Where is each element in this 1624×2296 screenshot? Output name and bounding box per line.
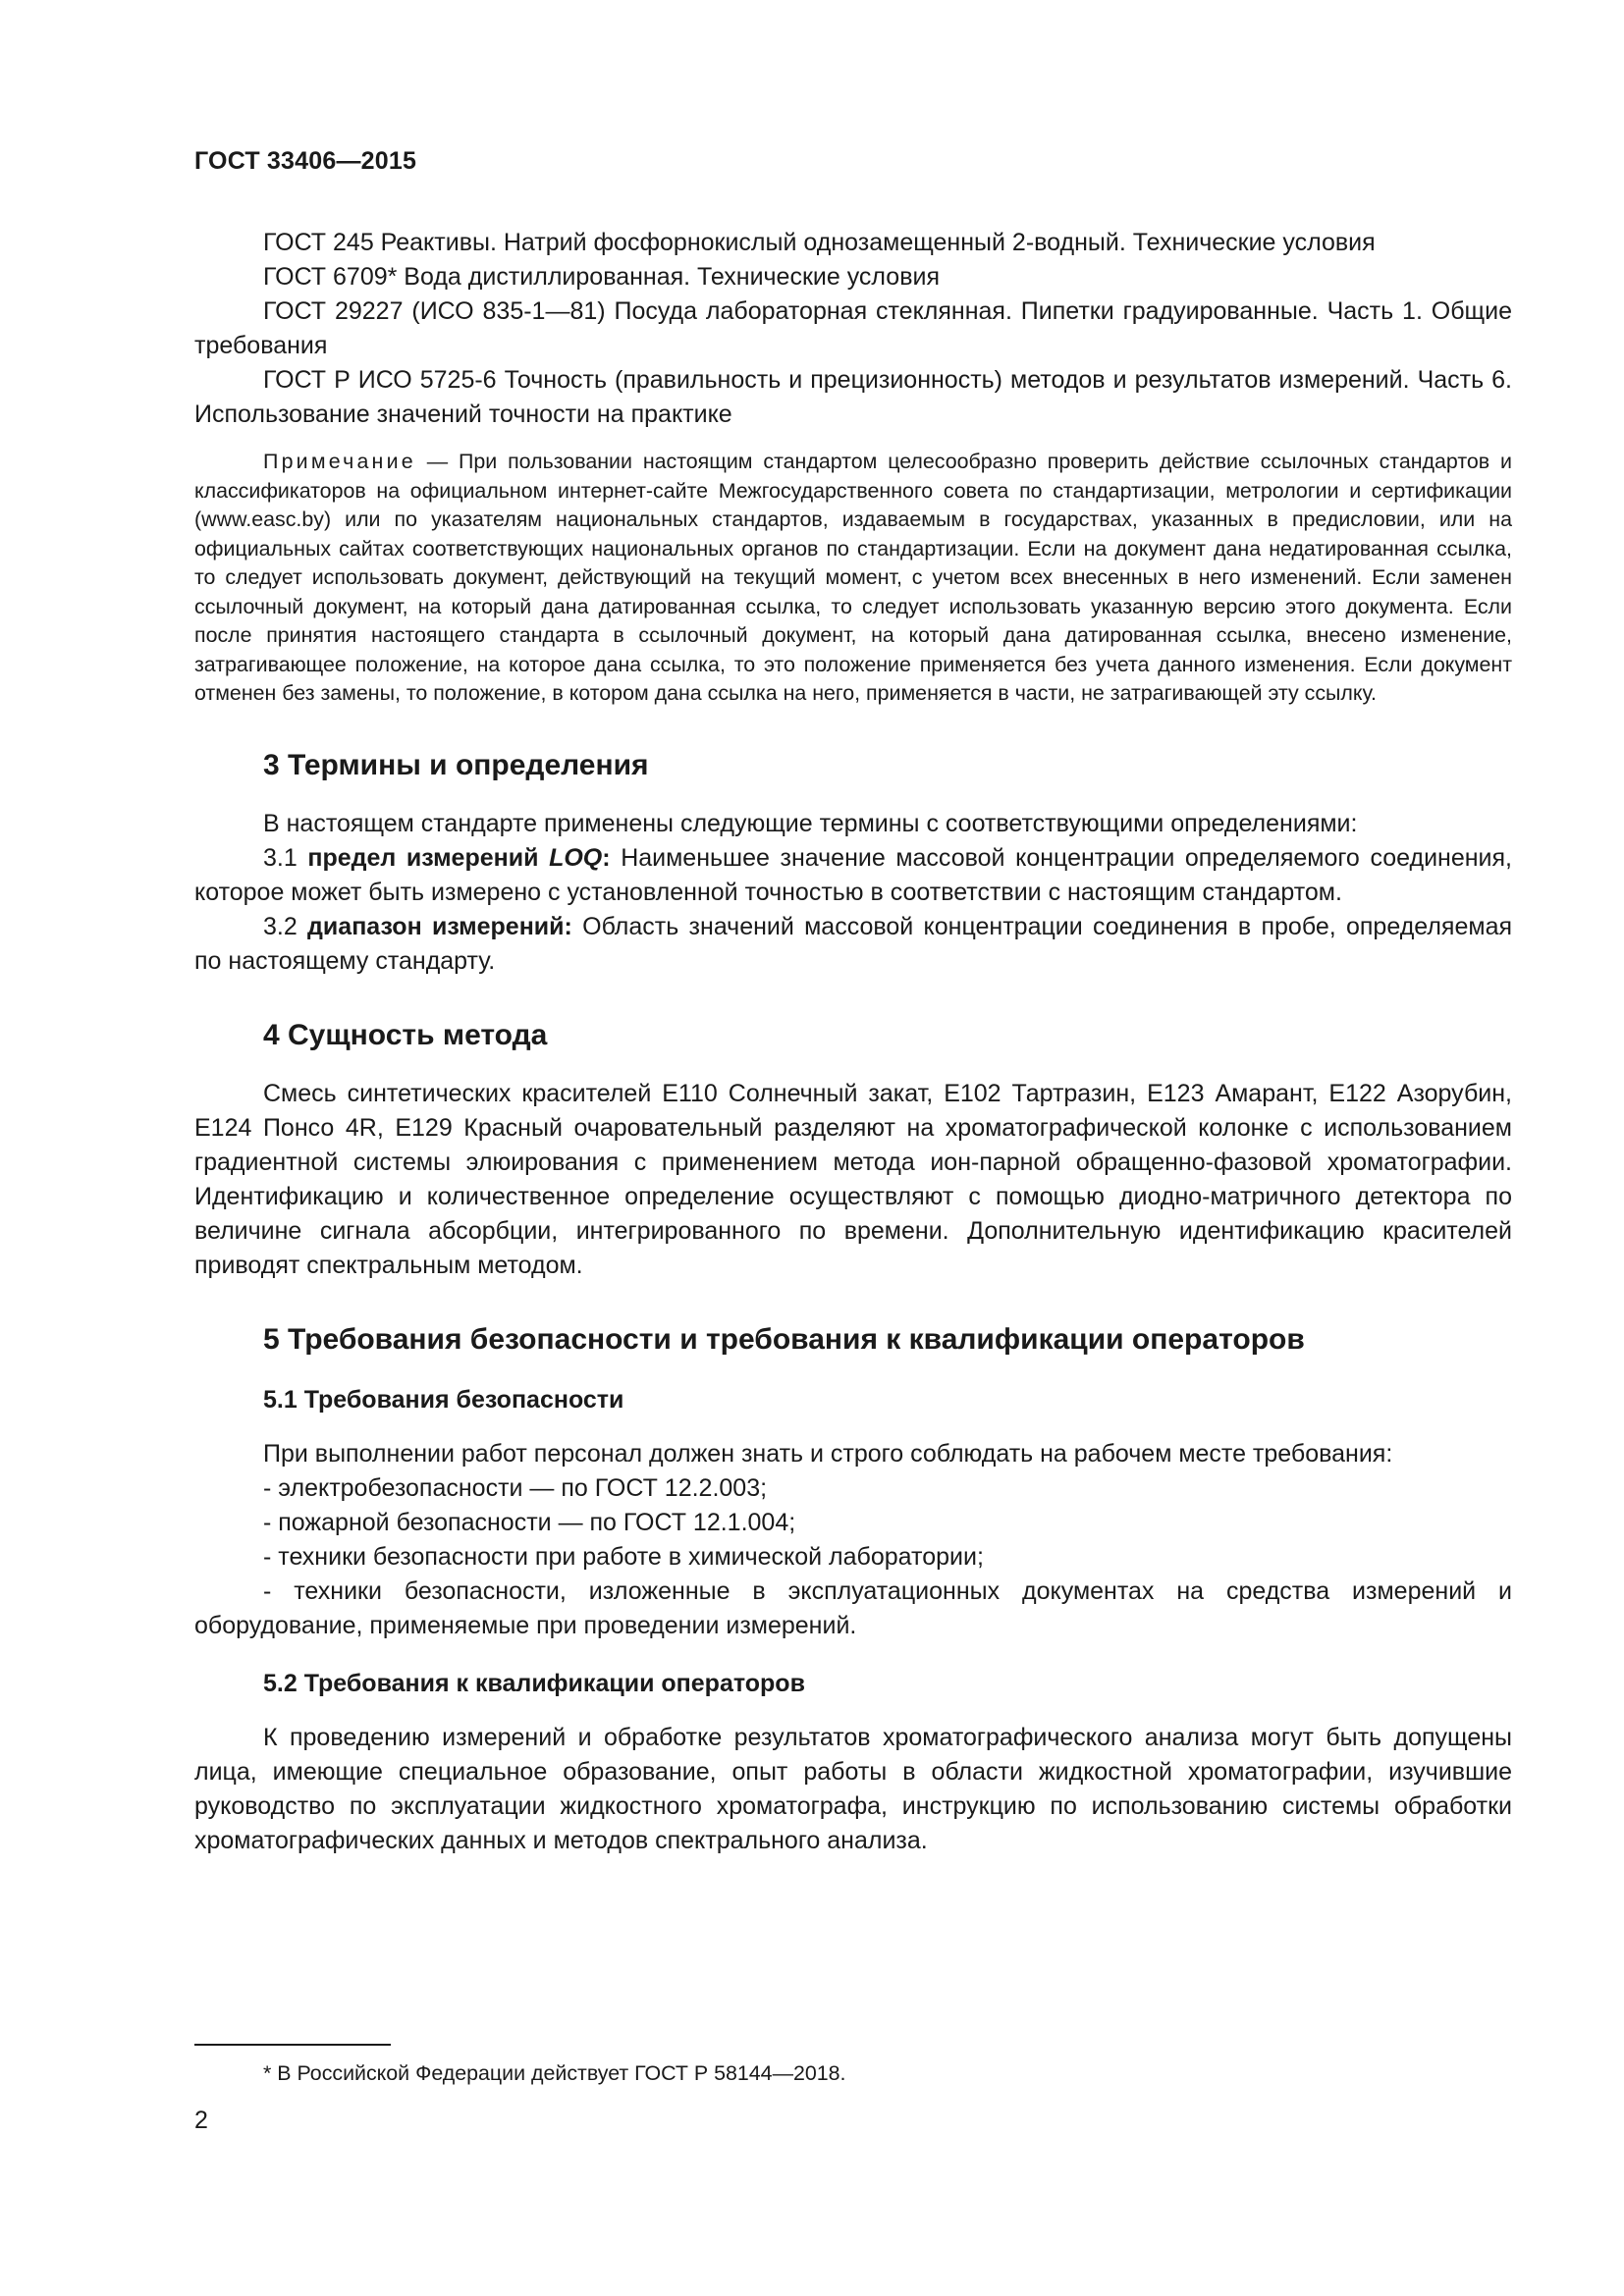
list-item: - электробезопасности — по ГОСТ 12.2.003; <box>263 1473 768 1502</box>
page-number: 2 <box>194 2107 208 2134</box>
list-item: - пожарной безопасности — по ГОСТ 12.1.004; <box>263 1508 796 1536</box>
section-3-intro: В настоящем стандарте применены следующие термины с соответствующими определениями: <box>263 809 1358 837</box>
term-number: 3.2 <box>263 912 308 940</box>
section-4-heading: 4 Сущность метода <box>263 1018 548 1051</box>
term-definition-text: Область значений массовой концентрации соединения в пробе, определяемая по настоящему стандарту. <box>194 912 1513 975</box>
reference-item: ГОСТ 6709* Вода дистиллированная. Технические условия <box>263 263 940 291</box>
term-definition <box>194 910 1512 979</box>
term-colon: : <box>602 843 611 872</box>
note-label: Примечание <box>263 450 416 473</box>
term-abbreviation: LOQ <box>549 843 603 872</box>
section-3-heading: 3 Термины и определения <box>263 748 649 781</box>
term-name: диапазон измерений: <box>307 912 572 940</box>
list-item: - техники безопасности при работе в химической лаборатории; <box>263 1542 984 1571</box>
footnote: * В Российской Федерации действует ГОСТ Р 58144—2018. <box>263 2061 846 2085</box>
reference-item: ГОСТ 245 Реактивы. Натрий фосфорнокислый однозамещенный 2-водный. Технические условия <box>263 229 1376 256</box>
subsection-5-2-heading: 5.2 Требования к квалификации операторов <box>263 1669 805 1697</box>
reference-item: ГОСТ Р ИСО 5725-6 Точность (правильность и прецизионность) методов и результатов измерений. Часть 6. Использование значений точности на практике <box>194 366 1512 428</box>
note-paragraph <box>194 448 1512 709</box>
list-item: - техники безопасности, изложенные в эксплуатационных документах на средства измерений и оборудование, применяемые при проведении измерений. <box>194 1576 1512 1639</box>
reference-item: ГОСТ 29227 (ИСО 835-1—81) Посуда лабораторная стеклянная. Пипетки градуированные. Часть 1. Общие требования <box>194 297 1512 359</box>
section-5-heading: 5 Требования безопасности и требования к квалификации операторов <box>263 1322 1305 1356</box>
term-definition <box>194 841 1512 910</box>
term-name: предел измерений <box>307 843 550 872</box>
document-body <box>194 226 1512 1858</box>
normative-references <box>194 226 1512 432</box>
page-header-doc-id: ГОСТ 33406—2015 <box>194 147 417 175</box>
term-number: 3.1 <box>263 843 308 872</box>
subsection-5-2-text: К проведению измерений и обработке результатов хроматографического анализа могут быть допущены лица, имеющие специальное образование, опыт работы в области жидкостной хроматографии, изучившие руководство по эксплуатации жидкостного хроматографа, инструкцию по использованию системы обработки хроматографических данных и методов спектрального анализа. <box>194 1723 1512 1854</box>
term-definition-text: Наименьшее значение массовой концентрации определяемого соединения, которое может быть измерено с установленной точностью в соответствии с настоящим стандартом. <box>194 843 1512 906</box>
subsection-5-1-intro: При выполнении работ персонал должен знать и строго соблюдать на рабочем месте требования: <box>263 1439 1393 1468</box>
note-text: — При пользовании настоящим стандартом целесообразно проверить действие ссылочных стандартов и классификаторов на официальном интернет-сайте Межгосударственного совета по стандартизации, метрологии и сертификации (www.easc.by) или по указателям национальных стандартов, издаваемым в государствах, указанных в предисловии, или на официальных сайтах соответствующих национальных органов по стандартизации. Если на документ дана недатированная ссылка, то следует использовать документ, действующий на текущий момент, с учетом всех внесенных в него изменений. Если заменен ссылочный документ, на который дана датированная ссылка, то следует использовать указанную версию этого документа. Если после принятия настоящего стандарта в ссылочный документ, на который дана датированная ссылка, внесено изменение, затрагивающее положение, на которое дана ссылка, то это положение применяется без учета данного изменения. Если документ отменен без замены, то положение, в котором дана ссылка на него, применяется в части, не затрагивающей эту ссылку. <box>194 450 1512 705</box>
section-4-text: Смесь синтетических красителей Е110 Солнечный закат, Е102 Тартразин, Е123 Амарант, Е122 Азорубин, Е124 Понсо 4R, Е129 Красный очаровательный разделяют на хроматографической колонке с использованием градиентной системы элюирования с применением метода ион-парной обращенно-фазовой хроматографии. Идентификацию и количественное определение осуществляют с помощью диодно-матричного детектора по величине сигнала абсорбции, интегрированного по времени. Дополнительную идентификацию красителей приводят спектральным методом. <box>194 1079 1512 1279</box>
footnote-divider <box>194 2044 391 2046</box>
subsection-5-1-heading: 5.1 Требования безопасности <box>263 1385 624 1414</box>
